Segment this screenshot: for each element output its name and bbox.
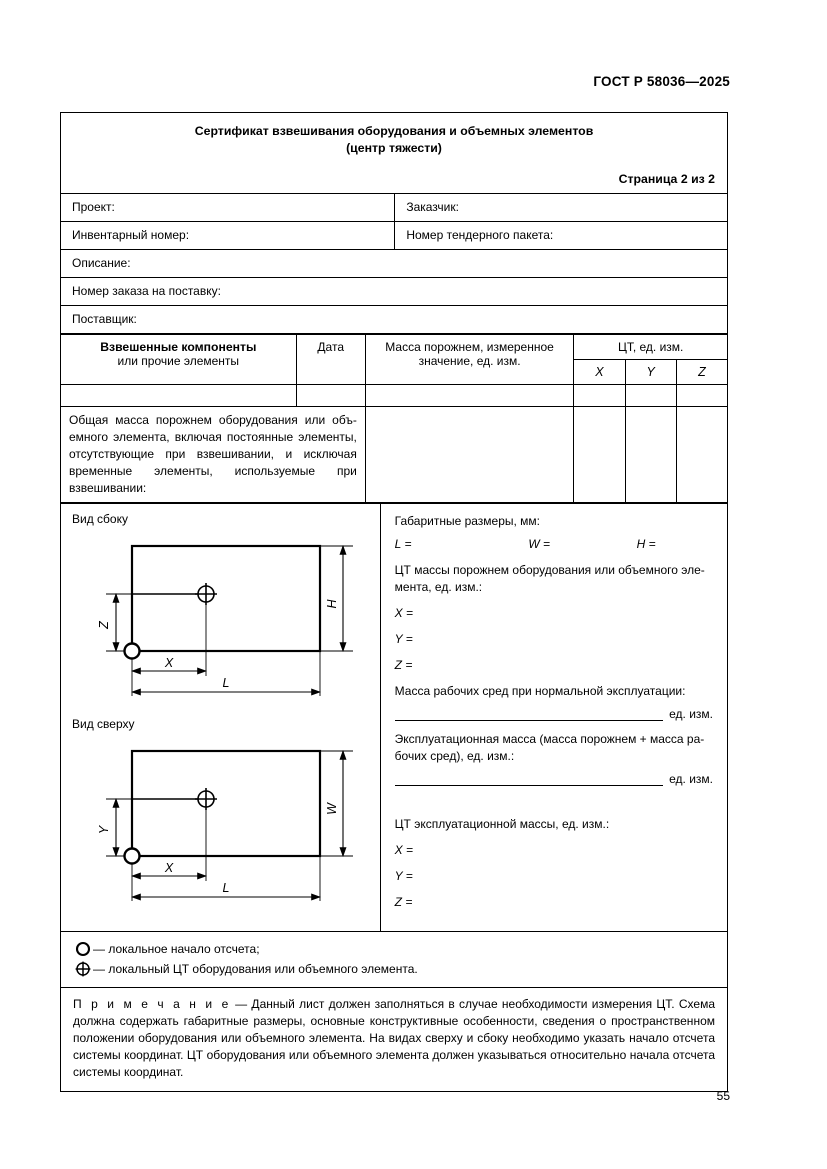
certificate-form [60, 112, 728, 1092]
crosshair-cg-icon [73, 961, 93, 977]
field-description-label[interactable]: Описание: [72, 255, 131, 270]
spec-working-media-unit: ед. изм. [669, 707, 713, 722]
spec-dim-l[interactable]: L = [394, 537, 412, 552]
field-tender-package-label[interactable]: Номер тендерного пакета: [406, 227, 554, 242]
standard-designation: ГОСТ Р 58036—2025 [593, 74, 730, 89]
header-cg-x: X [574, 359, 625, 384]
header-components-line2: или прочие элементы [117, 353, 240, 368]
spec-working-media-mass-label: Масса рабочих сред при нормальной эксплуатации: [394, 684, 686, 699]
certificate-title [73, 123, 715, 157]
spec-dimensions-row [395, 537, 713, 551]
symbol-legend [61, 931, 727, 987]
cell-total-cg-y[interactable] [625, 406, 676, 502]
table-header-row-1 [61, 334, 727, 359]
certificate-title-line2: (центр тяжести) [346, 140, 442, 155]
note-caption: П р и м е ч а н и е [73, 996, 231, 1011]
cell-total-cg-z[interactable] [676, 406, 727, 502]
table-row[interactable] [61, 384, 727, 406]
spec-cg-empty-mass-label: ЦТ массы порожнем оборудования или объемного элемента, ед. изм.: [394, 563, 705, 595]
cell-total-cg-x[interactable] [574, 406, 625, 502]
certificate-title-block [61, 113, 727, 194]
form-row-project [61, 194, 727, 222]
origin-marker-icon [125, 644, 140, 659]
header-cg-y: Y [625, 359, 676, 384]
cg-marker-icon [195, 788, 217, 810]
legend-item-cg [73, 960, 715, 978]
top-view-dim-y: Y [97, 825, 112, 835]
top-view-dim-w: W [325, 803, 340, 815]
spec-operating-mass-label: Эксплуатационная масса (масса порожнем + масса рабочих сред), ед. изм.: [394, 732, 705, 764]
field-supplier-label[interactable]: Поставщик: [72, 311, 137, 326]
spec-cg-empty-z[interactable]: Z = [394, 658, 413, 673]
specifications-column [381, 504, 727, 930]
cell-component-name[interactable] [61, 384, 296, 406]
header-date: Дата [296, 334, 365, 384]
spec-working-media-input[interactable] [395, 707, 713, 721]
cg-marker-icon [195, 583, 217, 605]
spec-cg-oper-x[interactable]: X = [394, 843, 414, 858]
form-row-description [61, 250, 727, 278]
weighed-components-table [61, 334, 727, 503]
drawings-and-specs-panel [61, 503, 727, 930]
form-row-inventory [61, 222, 727, 250]
legend-cg-text: — локальный ЦТ оборудования или объемного элемента. [93, 961, 418, 976]
cell-cg-y[interactable] [625, 384, 676, 406]
cell-total-empty-mass[interactable] [365, 406, 573, 502]
header-cg-z: Z [676, 359, 727, 384]
side-view-label: Вид сбоку [72, 512, 128, 527]
field-inventory-number-label[interactable]: Инвентарный номер: [61, 222, 395, 249]
spec-working-media-rule[interactable] [395, 708, 663, 721]
field-purchase-order-label[interactable]: Номер заказа на поставку: [72, 283, 221, 298]
spec-cg-operating-label: ЦТ эксплуатационной массы, ед. изм.: [394, 817, 610, 832]
spec-cg-oper-z[interactable]: Z = [394, 895, 413, 910]
header-cg-group: ЦТ, ед. изм. [574, 334, 727, 359]
spec-cg-empty-y[interactable]: Y = [394, 632, 413, 647]
side-view-dim-l: L [222, 676, 230, 691]
header-weighed-components [61, 334, 296, 384]
circle-origin-icon [73, 941, 93, 957]
spec-cg-empty-x[interactable]: X = [394, 606, 414, 621]
cell-total-mass-description: Общая масса порожнем оборудования или объемного элемента, включая постоянные элементы, отсутствующие при взвешивании, и исключая временные элементы, используемые при взвешивании: [61, 406, 365, 502]
table-row-total-mass[interactable] [61, 406, 727, 502]
spec-dim-w[interactable]: W = [528, 537, 551, 552]
side-view-dim-x: X [165, 656, 174, 671]
spec-operating-mass-input[interactable] [395, 772, 713, 786]
note-text: — Данный лист должен заполняться в случае необходимости измерения ЦТ. Схема должна содержать габаритные размеры, основные конструктивные особенности, сведения о пространственном положении оборудования или объемного элемента. На видах сверху и сбоку необходимо указать начало отсчета системы координат. ЦТ оборудования или объемного элемента должен указываться относительно начала отсчета системы координат. [73, 996, 715, 1079]
cell-empty-mass[interactable] [365, 384, 573, 406]
cell-date[interactable] [296, 384, 365, 406]
top-view-label: Вид сверху [72, 717, 135, 732]
page-number: 55 [716, 1089, 730, 1103]
spec-operating-mass-unit: ед. изм. [669, 772, 713, 787]
spec-dim-h[interactable]: H = [636, 537, 656, 552]
header-components-line1: Взвешенные компоненты [100, 339, 257, 354]
side-view-dim-z: Z [97, 621, 112, 629]
top-view-dim-x: X [165, 861, 174, 876]
spec-operating-mass-rule[interactable] [395, 773, 663, 786]
cell-cg-z[interactable] [676, 384, 727, 406]
spec-cg-oper-y[interactable]: Y = [394, 869, 413, 884]
legend-item-origin [73, 940, 715, 958]
spec-overall-dimensions-label: Габаритные размеры, мм: [394, 514, 541, 529]
top-view-drawing [70, 733, 370, 908]
note-block [61, 987, 727, 1091]
field-customer-label[interactable]: Заказчик: [406, 199, 459, 214]
form-row-purchase-order [61, 278, 727, 306]
header-mass-line2: значение, ед. изм. [418, 353, 521, 368]
top-view-dim-l: L [222, 881, 230, 896]
origin-marker-icon [125, 849, 140, 864]
header-empty-mass [365, 334, 573, 384]
form-row-supplier [61, 306, 727, 334]
cell-cg-x[interactable] [574, 384, 625, 406]
certificate-title-line1: Сертификат взвешивания оборудования и объемных элементов [194, 124, 594, 138]
side-view-dim-h: H [325, 599, 340, 609]
legend-origin-text: — локальное начало отсчета; [93, 941, 260, 956]
drawings-column [61, 504, 381, 930]
side-view-drawing [70, 528, 370, 703]
header-mass-line1: Масса порожнем, измеренное [385, 339, 554, 354]
spec-spacer [395, 796, 713, 816]
page-indicator: Страница 2 из 2 [618, 171, 715, 186]
field-project-label[interactable]: Проект: [61, 194, 395, 221]
